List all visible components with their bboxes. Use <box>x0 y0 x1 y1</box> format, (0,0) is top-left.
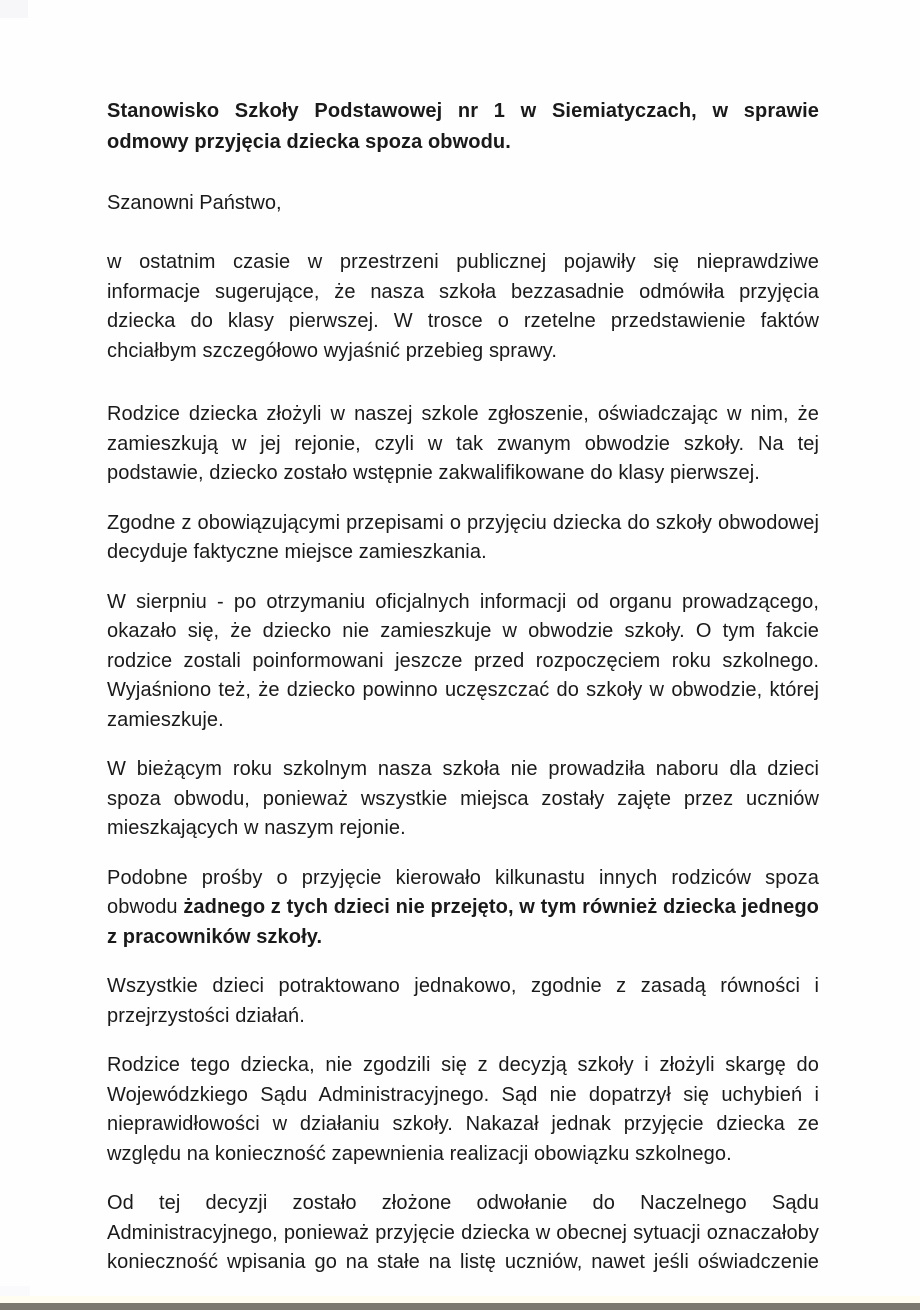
document-content <box>107 96 819 1298</box>
scan-bottom-bar <box>0 1303 920 1310</box>
paragraph-nabor: W bieżącym roku szkolnym nasza szkoła nie prowadziła naboru dla dzieci spoza obwodu, ponieważ wszystkie miejsca zostały zajęte przez uczniów mieszkających w naszym rejonie. <box>107 758 819 839</box>
scan-corner-artifact <box>0 0 28 18</box>
salutation: Szanowni Państwo, <box>107 192 282 214</box>
paragraph-rownosc: Wszystkie dzieci potraktowano jednakowo, zgodnie z zasadą równości i przejrzystości działań. <box>107 975 819 1027</box>
paragraph-przepisy: Zgodne z obowiązującymi przepisami o przyjęciu dziecka do szkoły obwodowej decyduje faktyczne miejsce zamieszkania. <box>107 511 819 563</box>
paragraph-sierpien: W sierpniu - po otrzymaniu oficjalnych informacji od organu prowadzącego, okazało się, że dziecko nie zamieszkuje w obwodzie szkoły. O tym fakcie rodzice zostali poinformowani jeszcze przed rozpoczęciem roku szkolnego. Wyjaśniono też, że dziecko powinno uczęszczać do szkoły w obwodzie, której zamieszkuje. <box>107 590 819 731</box>
paragraph-podobne-prosby-bold: żadnego z tych dzieci nie przejęto, w tym również dziecka jednego z pracowników szkoły. <box>107 896 819 948</box>
paragraph-zgloszenie: Rodzice dziecka złożyli w naszej szkole zgłoszenie, oświadczając w nim, że zamieszkują w jej rejonie, czyli w tak zwanym obwodzie szkoły. Na tej podstawie, dziecko zostało wstępnie zakwalifikowane do klasy pierwszej. <box>107 403 819 484</box>
paragraph-odwolanie: Od tej decyzji zostało złożone odwołanie do Naczelnego Sądu Administracyjnego, ponieważ przyjęcie dziecka w obecnej sytuacji oznaczałoby konieczność wpisania go na stałe na listę uczniów, nawet jeśli oświadczenie <box>107 1192 819 1273</box>
paragraph-podobne-prosby-normal: Podobne prośby o przyjęcie kierowało kilkunastu innych rodziców spoza obwodu <box>107 866 819 918</box>
paragraph-intro: w ostatnim czasie w przestrzeni publicznej pojawiły się nieprawdziwe informacje sugerujące, że nasza szkoła bezzasadnie odmówiła przyjęcia dziecka do klasy pierwszej. W trosce o rzetelne przedstawienie faktów chciałbym szczegółowo wyjaśnić przebieg sprawy. <box>107 251 819 362</box>
document-title: Stanowisko Szkoły Podstawowej nr 1 w Siemiatyczach, w sprawie odmowy przyjęcia dziecka spoza obwodu. <box>107 100 819 153</box>
paragraph-skarga: Rodzice tego dziecka, nie zgodzili się z decyzją szkoły i złożyli skargę do Wojewódzkiego Sądu Administracyjnego. Sąd nie dopatrzył się uchybień i nieprawidłowości w działaniu szkoły. Nakazał jednak przyjęcie dziecka ze względu na konieczność zapewnienia realizacji obowiązku szkolnego. <box>107 1054 819 1165</box>
paragraph-podobne-prosby <box>107 864 819 953</box>
